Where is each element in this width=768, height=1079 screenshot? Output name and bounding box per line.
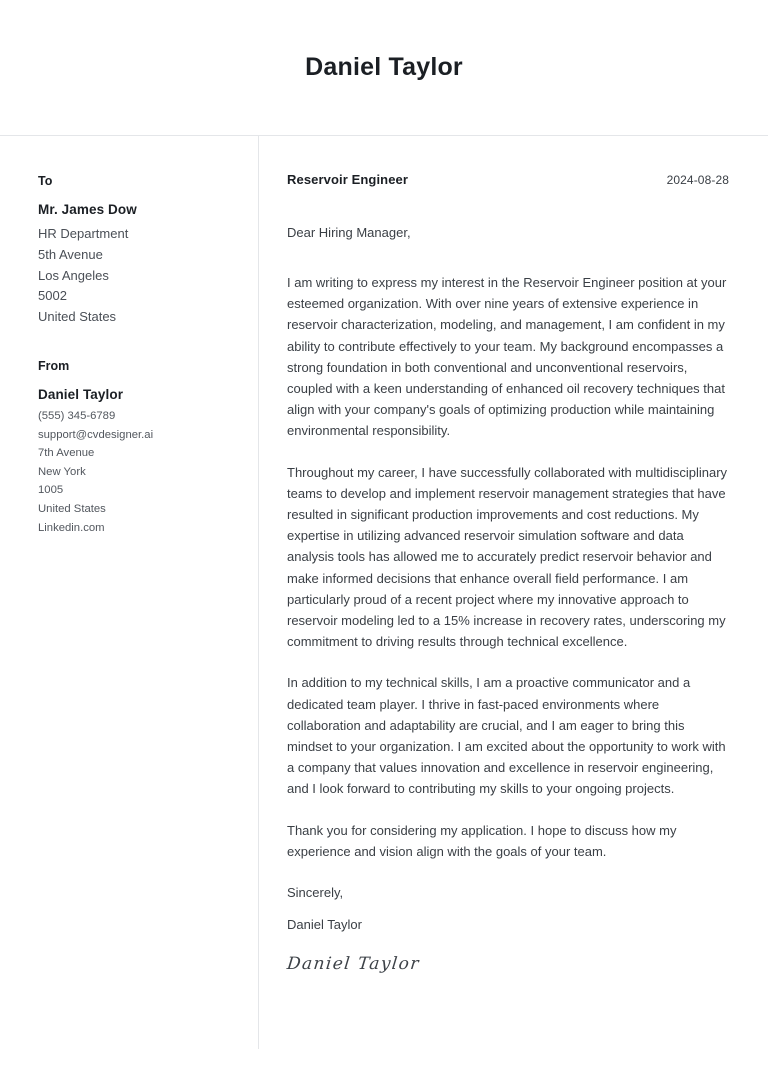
- sender-email: support@cvdesigner.ai: [38, 428, 154, 441]
- sender-line: United States: [38, 502, 106, 515]
- letter-content: [259, 136, 768, 1079]
- sender-line: 7th Avenue: [38, 447, 95, 460]
- salutation: Dear Hiring Manager,: [287, 225, 411, 240]
- sender-website: Linkedin.com: [38, 521, 105, 534]
- sender-phone: (555) 345-6789: [38, 409, 116, 422]
- letter-paragraph: Thank you for considering my application. I hope to discuss how my experience and vision align with the goals of your team.: [287, 822, 677, 859]
- recipient-line: HR Department: [38, 226, 129, 241]
- sender-name: Daniel Taylor: [38, 386, 124, 402]
- letter-paragraph: In addition to my technical skills, I am a proactive communicator and a dedicated team player. I thrive in fast-paced environments where collaboration and adaptability are crucial, and I am eager to bring this mindset to your organization. I am excited about the opportunity to work with a company that values innovation and excellence in reservoir engineering, and I look forward to contributing my skills to your ongoing projects.: [287, 675, 726, 797]
- contact-sidebar: [0, 136, 258, 1079]
- signature: Daniel Taylor: [285, 954, 421, 975]
- sender-line: 1005: [38, 484, 64, 497]
- sender-line: New York: [38, 465, 86, 478]
- letter-paragraph: Throughout my career, I have successfully collaborated with multidisciplinary teams to develop and implement reservoir management strategies that have resulted in significant production improvements and cost reductions. My expertise in utilizing advanced reservoir simulation software and data analysis tools has allowed me to accurately predict reservoir behavior and make informed decisions that enhance overall field performance. I am particularly proud of a recent project where my innovative approach to reservoir modeling led to a 15% increase in recovery rates, underscoring my commitment to driving results through technical excellence.: [287, 464, 728, 650]
- document-header: [0, 0, 768, 135]
- letter-paragraph: I am writing to express my interest in the Reservoir Engineer position at your esteemed organization. With over nine years of extensive experience in reservoir characterization, modeling, and management, I am confident in my ability to contribute effectively to your team. My background encompasses a strong foundation in both conventional and unconventional reservoirs, coupled with a keen understanding of enhanced oil recovery techniques that align with your company's goals of optimizing production while maintaining environmental responsibility.: [287, 275, 727, 439]
- sender-label: From: [38, 358, 70, 373]
- recipient-block: [38, 174, 228, 328]
- closing-salutation: Sincerely,: [287, 885, 344, 901]
- recipient-line: United States: [38, 309, 117, 325]
- recipient-line: 5002: [38, 288, 67, 304]
- recipient-name: Mr. James Dow: [38, 202, 137, 217]
- document-body: [0, 136, 768, 1079]
- closing-name: Daniel Taylor: [287, 917, 362, 933]
- sender-block: [38, 359, 228, 537]
- letter-date: 2024-08-28: [666, 173, 729, 187]
- page-title: Daniel Taylor: [305, 53, 463, 81]
- recipient-label: To: [38, 174, 53, 188]
- letter-header: [287, 172, 729, 187]
- recipient-line: Los Angeles: [38, 267, 109, 283]
- job-title: Reservoir Engineer: [287, 172, 409, 187]
- recipient-line: 5th Avenue: [38, 246, 103, 262]
